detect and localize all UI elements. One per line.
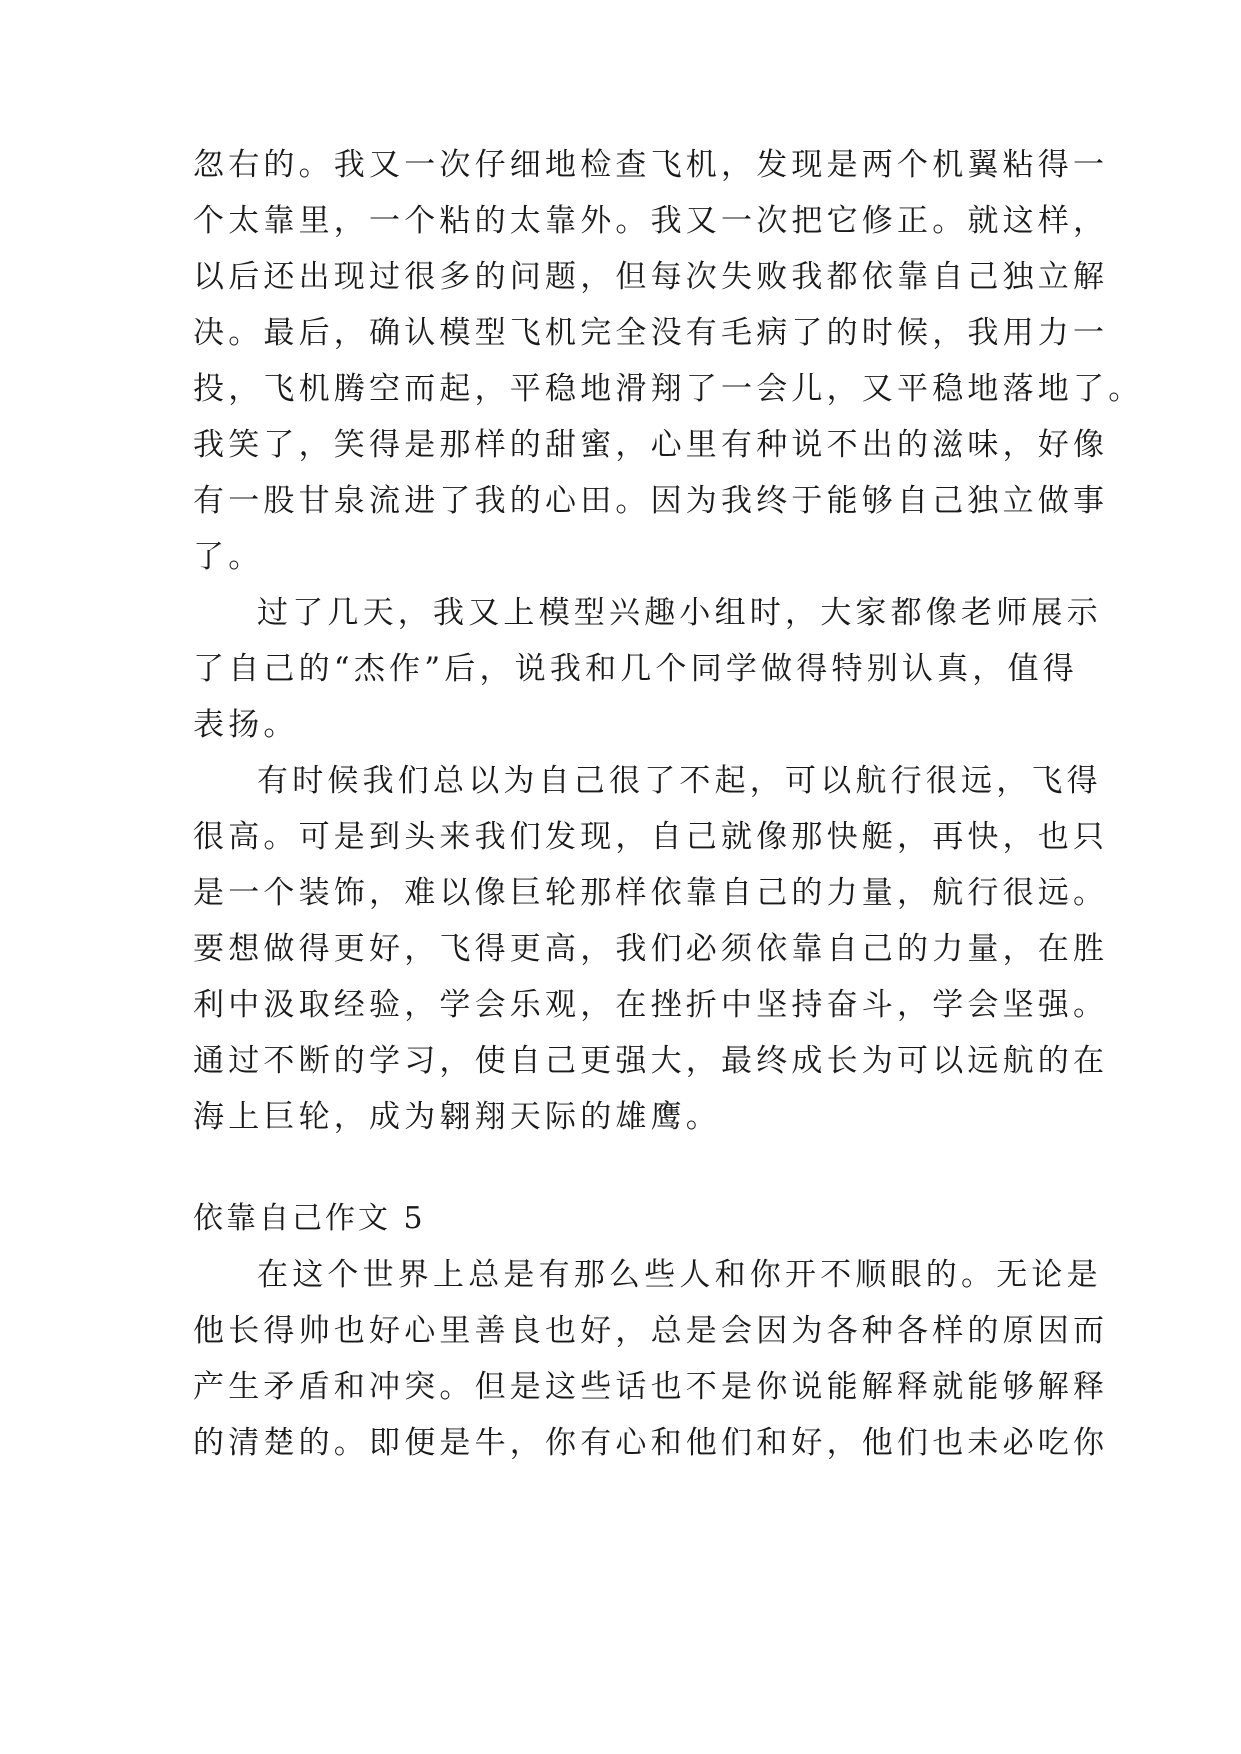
text-line: 他长得帅也好心里善良也好，总是会因为各种各样的原因而 [193, 1313, 1109, 1349]
text-line: 了自己的“杰作”后，说我和几个同学做得特别认真，值得 [193, 651, 1078, 687]
text-line: 通过不断的学习，使自己更强大，最终成长为可以远航的在 [193, 1043, 1109, 1079]
text-line: 海上巨轮，成为翱翔天际的雄鹰。 [193, 1099, 721, 1135]
text-line: 利中汲取经验，学会乐观，在挫折中坚持奋斗，学会坚强。 [193, 987, 1109, 1023]
text-line: 了。 [193, 539, 264, 575]
section-heading: 依靠自己作文 5 [193, 1201, 426, 1236]
text-line: 有一股甘泉流进了我的心田。因为我终于能够自己独立做事 [193, 483, 1109, 519]
text-line: 是一个装饰，难以像巨轮那样依靠自己的力量，航行很远。 [193, 875, 1109, 911]
text-line: 以后还出现过很多的问题，但每次失败我都依靠自己独立解 [193, 259, 1109, 295]
text-line: 个太靠里，一个粘的太靠外。我又一次把它修正。就这样， [193, 203, 1109, 239]
text-line: 很高。可是到头来我们发现，自己就像那快艇，再快，也只 [193, 819, 1109, 855]
text-line: 我笑了，笑得是那样的甜蜜，心里有种说不出的滋味，好像 [193, 427, 1109, 463]
text-line: 决。最后，确认模型飞机完全没有毛病了的时候，我用力一 [193, 315, 1109, 351]
text-line: 的清楚的。即便是牛，你有心和他们和好，他们也未必吃你 [193, 1425, 1109, 1461]
text-line: 忽右的。我又一次仔细地检查飞机，发现是两个机翼粘得一 [193, 147, 1109, 183]
text-line: 产生矛盾和冲突。但是这些话也不是你说能解释就能够解释 [193, 1369, 1109, 1405]
text-line: 有时候我们总以为自己很了不起，可以航行很远，飞得 [257, 763, 1102, 799]
text-line: 过了几天，我又上模型兴趣小组时，大家都像老师展示 [257, 595, 1102, 631]
text-line: 表扬。 [193, 707, 299, 743]
text-line: 投，飞机腾空而起，平稳地滑翔了一会儿，又平稳地落地了。 [193, 371, 1144, 407]
text-line: 在这个世界上总是有那么些人和你开不顺眼的。无论是 [257, 1257, 1102, 1293]
text-line: 要想做得更好，飞得更高，我们必须依靠自己的力量，在胜 [193, 931, 1109, 967]
